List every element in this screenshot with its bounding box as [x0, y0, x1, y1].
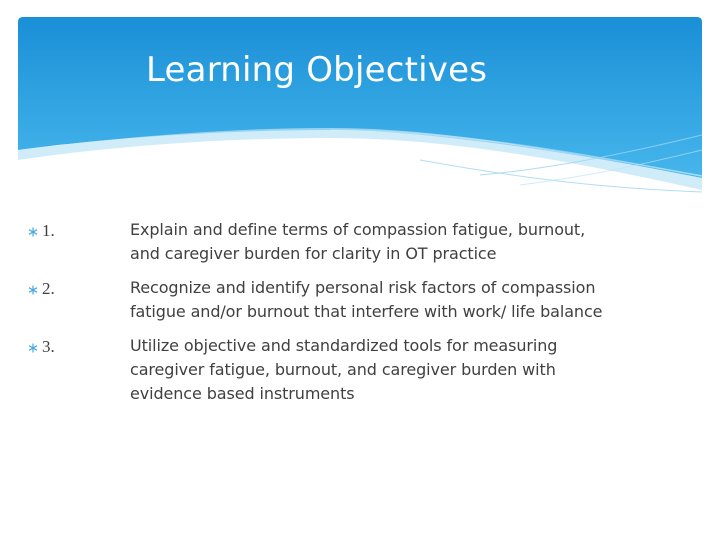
title-banner: [0, 0, 720, 210]
asterisk-icon: [28, 218, 42, 241]
objective-number: 1.: [42, 221, 55, 240]
objective-text: Recognize and identify personal risk factors of compassion fatigue and/or burnout that interfere with work/ life balance: [130, 278, 603, 321]
asterisk-icon: [28, 276, 42, 299]
banner-shape: [18, 17, 702, 178]
objective-text: Explain and define terms of compassion fatigue, burnout, and caregiver burden for clarity in OT practice: [130, 220, 586, 263]
objective-text: Utilize objective and standardized tools for measuring caregiver fatigue, burnout, and caregiver burden with evidence based instruments: [130, 336, 558, 403]
list-item: [28, 334, 708, 406]
list-item: [28, 276, 708, 324]
objectives-list: [28, 218, 708, 406]
objective-number: 3.: [42, 337, 55, 356]
asterisk-icon: [28, 334, 42, 357]
page-title: Learning Objectives: [146, 50, 488, 90]
list-item: [28, 218, 708, 266]
objective-number: 2.: [42, 279, 55, 298]
